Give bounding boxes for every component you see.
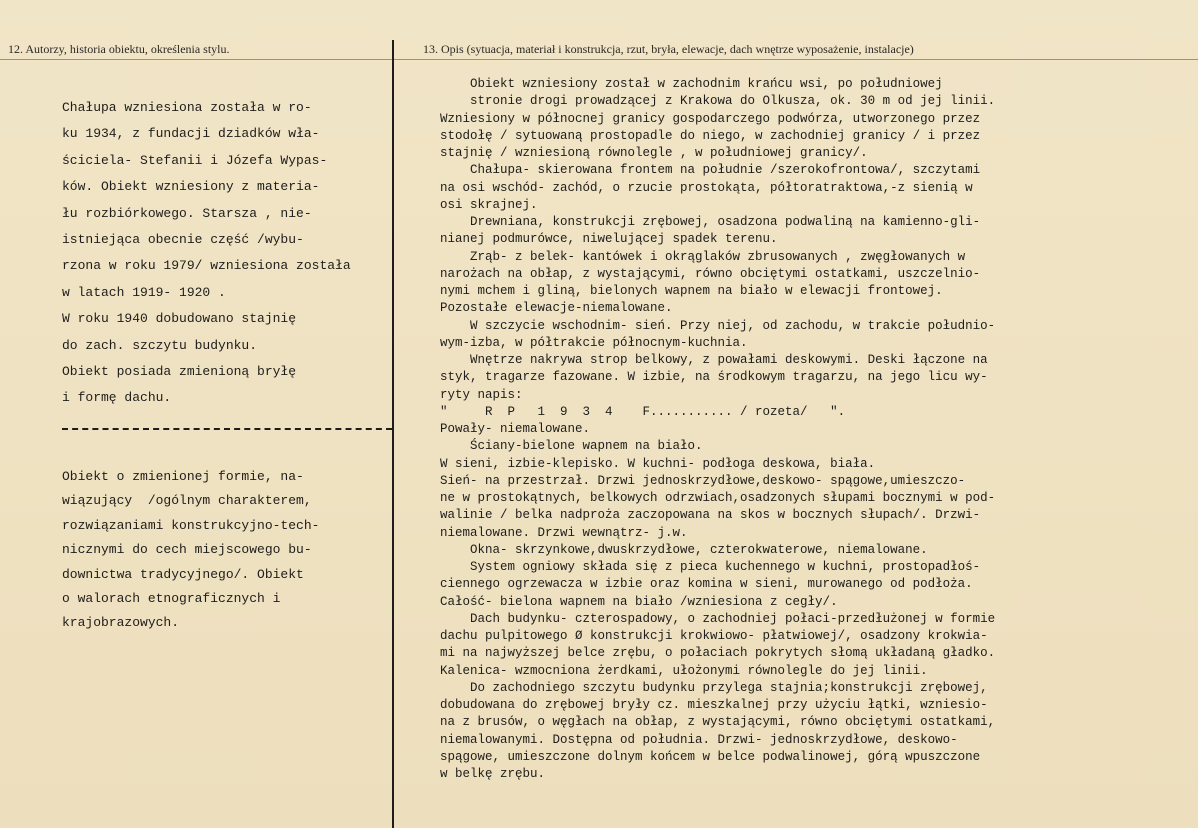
text-line: stajnię / wzniesioną równolegle , w południowej granicy/. bbox=[440, 146, 868, 160]
text-line: na z brusów, o węgłach na obłap, z wystającymi, równo obciętymi ostatkami, bbox=[440, 715, 996, 730]
description-text bbox=[440, 76, 995, 783]
text-line: łu rozbiórkowego. Starsza , nie- bbox=[62, 205, 312, 221]
text-line: mi na najwyższej belce zrębu, o połaciach pokrytych słomą układaną gładko. bbox=[440, 646, 996, 661]
text-line: rozwiązaniami konstrukcyjno-tech- bbox=[62, 517, 320, 533]
text-line: Dach budynku- czterospadowy, o zachodniej połaci-przedłużonej w formie bbox=[440, 611, 996, 626]
text-line: wym-izba, w półtrakcie północnym-kuchnia. bbox=[440, 335, 748, 350]
text-line: ściciela- Stefanii i Józefa Wypas- bbox=[62, 152, 328, 168]
text-line: walinie / belka nadproża zaczopowana na skos w bocznych słupach/. Drzwi- bbox=[440, 508, 981, 523]
text-line: narożach na obłap, z wystającymi, równo obciętymi ostatkami, uszczelnio- bbox=[440, 266, 981, 281]
text-line: W szczycie wschodnim- sień. Przy niej, od zachodu, w trakcie południo- bbox=[440, 318, 996, 333]
text-line: Wnętrze nakrywa strop belkowy, z powałami deskowymi. Deski łączone na bbox=[440, 353, 988, 367]
text-line: do zach. szczytu budynku. bbox=[62, 337, 258, 353]
text-line: dobudowana do zrębowej bryły cz. mieszkalnej przy użyciu łątki, wzniesio- bbox=[440, 698, 988, 712]
text-line: Obiekt o zmienionej formie, na- bbox=[62, 469, 304, 484]
text-line: krajobrazowych. bbox=[62, 615, 180, 631]
text-line: styk, tragarze fazowane. W izbie, na środkowym tragarzu, na jego licu wy- bbox=[440, 370, 988, 385]
text-line: na osi wschód- zachód, o rzucie prostokąta, półtoratraktowa,-z sienią w bbox=[440, 180, 973, 195]
text-line: osi skrajnej. bbox=[440, 197, 538, 212]
text-line: Wzniesiony w północnej granicy gospodarczego podwórza, utworzonego przez bbox=[440, 111, 981, 126]
text-line: o walorach etnograficznych i bbox=[62, 591, 281, 607]
text-line: Chałupa wzniesiona została w ro- bbox=[62, 100, 312, 115]
text-line: Sień- na przestrzał. Drzwi jednoskrzydłowe,deskowo- spągowe,umieszczo- bbox=[440, 473, 966, 488]
text-line: w latach 1919- 1920 . bbox=[62, 284, 226, 300]
text-line: Ściany-bielone wapnem na biało. bbox=[440, 439, 703, 454]
text-line: rzona w roku 1979/ wzniesiona została bbox=[62, 258, 351, 274]
text-line: i formę dachu. bbox=[62, 390, 172, 406]
text-line: nymi mchem i gliną, bielonych wapnem na biało w elewacji frontowej. bbox=[440, 284, 943, 298]
text-line: stodołę / sytuowaną prostopadle do niego, w zachodniej granicy / i przez bbox=[440, 128, 981, 143]
text-line: ne w prostokątnych, belkowych odrzwiach,osadzonych słupami bocznymi w pod- bbox=[440, 491, 996, 505]
text-line: Całość- bielona wapnem na biało /wzniesiona z cegły/. bbox=[440, 594, 838, 609]
text-line: stronie drogi prowadzącej z Krakowa do Olkusza, ok. 30 m od jej linii. bbox=[440, 94, 996, 109]
text-line: istniejąca obecnie część /wybu- bbox=[62, 232, 304, 248]
history-text bbox=[62, 95, 351, 412]
text-line: wiązujący /ogólnym charakterem, bbox=[62, 493, 312, 509]
text-line: ku 1934, z fundacji dziadków wła- bbox=[62, 126, 320, 142]
text-line: Do zachodniego szczytu budynku przylega stajnia;konstrukcji zrębowej, bbox=[440, 680, 988, 695]
text-line: Okna- skrzynkowe,dwuskrzydłowe, czterokwaterowe, niemalowane. bbox=[440, 542, 928, 557]
text-line: ciennego ogrzewacza w izbie oraz komina w sieni, murowanego od podłoża. bbox=[440, 577, 973, 592]
section-12-header: 12. Autorzy, historia obiektu, określenia stylu. bbox=[8, 42, 230, 56]
text-line: w belkę zrębu. bbox=[440, 767, 546, 781]
dashed-separator bbox=[62, 428, 392, 430]
text-line: ryty napis: bbox=[440, 387, 523, 402]
text-line: niemalowane. Drzwi wewnątrz- j.w. bbox=[440, 525, 688, 540]
text-line: nianej podmurówce, niwelującej spadek terenu. bbox=[440, 232, 778, 247]
text-line: System ogniowy składa się z pieca kuchennego w kuchni, prostopadłoś- bbox=[440, 560, 981, 574]
text-line: Obiekt wzniesiony został w zachodnim krańcu wsi, po południowej bbox=[440, 77, 943, 91]
text-line: spągowe, umieszczone dolnym końcem w belce podwalinowej, górą wpuszczone bbox=[440, 749, 981, 764]
text-line: niemalowanymi. Dostępna od południa. Drzwi- jednoskrzydłowe, deskowo- bbox=[440, 732, 958, 747]
text-line: Obiekt posiada zmienioną bryłę bbox=[62, 364, 297, 380]
text-line: Kalenica- wzmocniona żerdkami, ułożonymi równolegle do jej linii. bbox=[440, 663, 928, 678]
text-line: " R P 1 9 3 4 F........... / rozeta/ ". bbox=[440, 404, 846, 419]
style-assessment-text bbox=[62, 465, 319, 636]
text-line: dachu pulpitowego Ø konstrukcji krokwiowo- płatwiowej/, osadzony krokwia- bbox=[440, 629, 988, 643]
text-line: nicznymi do cech miejscowego bu- bbox=[62, 542, 312, 558]
column-divider bbox=[392, 40, 394, 828]
text-line: W sieni, izbie-klepisko. W kuchni- podłoga deskowa, biała. bbox=[440, 456, 876, 471]
text-line: Zrąb- z belek- kantówek i okrąglaków zbrusowanych , zwęgłowanych w bbox=[440, 249, 966, 264]
text-line: ków. Obiekt wzniesiony z materia- bbox=[62, 179, 320, 195]
text-line: downictwa tradycyjnego/. Obiekt bbox=[62, 566, 304, 582]
text-line: W roku 1940 dobudowano stajnię bbox=[62, 311, 297, 327]
text-line: Drewniana, konstrukcji zrębowej, osadzona podwaliną na kamienno-gli- bbox=[440, 215, 981, 229]
section-13-header: 13. Opis (sytuacja, materiał i konstrukcja, rzut, bryła, elewacje, dach wnętrze wyposażenie, instalacje) bbox=[423, 42, 914, 56]
text-line: Chałupa- skierowana frontem na południe /szerokofrontowa/, szczytami bbox=[440, 163, 981, 178]
header-rule bbox=[0, 59, 1198, 60]
text-line: Powały- niemalowane. bbox=[440, 422, 591, 436]
text-line: Pozostałe elewacje-niemalowane. bbox=[440, 301, 673, 316]
